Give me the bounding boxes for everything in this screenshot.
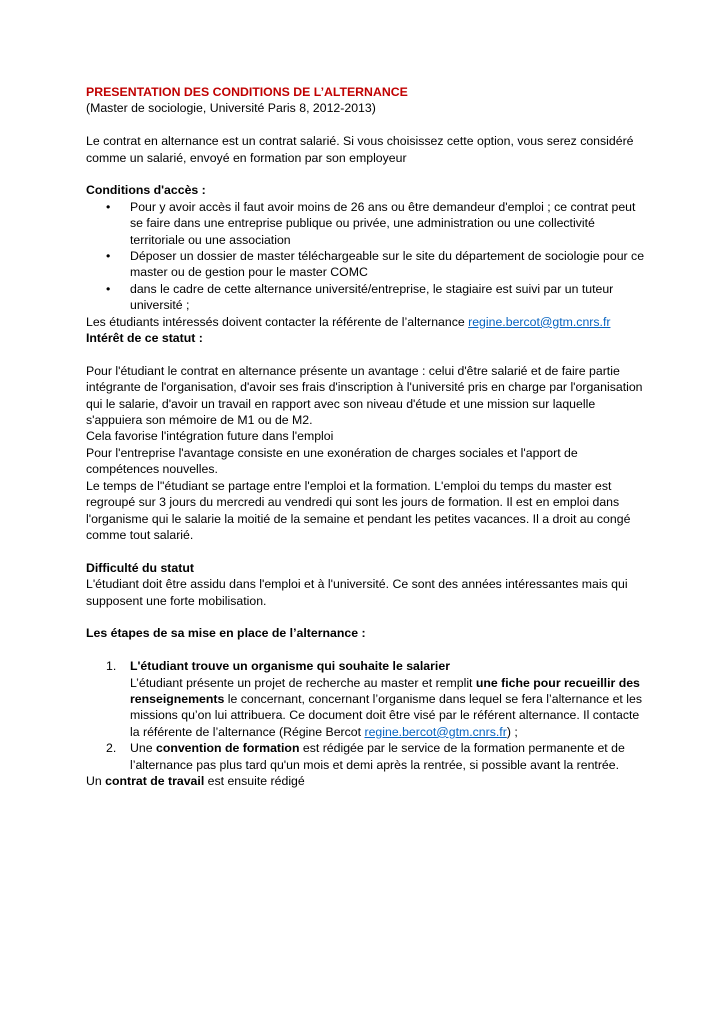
steps-list bbox=[86, 658, 646, 773]
access-heading: Conditions d'accès : bbox=[86, 183, 206, 198]
document-page bbox=[86, 84, 646, 789]
interest-paragraph-1: Pour l'étudiant le contrat en alternance présente un avantage : celui d'être salarié et de faire partie intégrante de l'organisation, d'avoir ses frais d'inscription à l'université pris en charge par l'organisation qui le salarie, d'avoir un travail en rapport avec son niveau d'étude et une mission sur laquelle s'appuiera son mémoire de M1 ou de M2. bbox=[86, 363, 643, 428]
list-item: • dans le cadre de cette alternance université/entreprise, le stagiaire est suivi par un tuteur université ; bbox=[106, 281, 614, 313]
list-item: • Pour y avoir accès il faut avoir moins de 26 ans ou être demandeur d'emploi ; ce contrat peut se faire dans une entreprise publique ou privée, une administration ou une collectivité territoriale ou une association bbox=[106, 199, 636, 247]
contact-email-link[interactable]: regine.bercot@gtm.cnrs.fr bbox=[468, 314, 611, 329]
list-item: 1. L'étudiant trouve un organisme qui souhaite le salarier L’étudiant présente un projet de recherche au master et remplit une fiche pour recueillir des renseignements le concernant, concernant l’organisme dans lequel se fera l’alternance et les missions qu’on lui attribuera. Ce document doit être visé par le référent alternance. Il contacte la référente de l’alternance (Régine Bercot regine.bercot@gtm.cnrs.fr) ; bbox=[106, 659, 642, 739]
intro-paragraph: Le contrat en alternance est un contrat salarié. Si vous choisissez cette option, vous serez considéré comme un salarié, envoyé en formation par son employeur bbox=[86, 134, 634, 165]
step-email-link[interactable]: regine.bercot@gtm.cnrs.fr bbox=[364, 724, 507, 739]
step-number: 2. bbox=[106, 741, 117, 756]
bullet-icon: • bbox=[106, 199, 111, 214]
difficulty-paragraph: L'étudiant doit être assidu dans l'emploi et à l'université. Ce sont des années intéressantes mais qui supposent une forte mobilisation. bbox=[86, 577, 628, 608]
steps-heading: Les étapes de sa mise en place de l’alternance : bbox=[86, 626, 366, 641]
list-item: • Déposer un dossier de master téléchargeable sur le site du département de sociologie pour ce master ou de gestion pour le master COMC bbox=[106, 249, 645, 280]
step-title: L'étudiant trouve un organisme qui souhaite le salarier bbox=[130, 659, 450, 674]
document-subtitle: (Master de sociologie, Université Paris 8, 2012-2013) bbox=[86, 101, 376, 116]
interest-paragraph-2: Cela favorise l'intégration future dans l'emploi bbox=[86, 429, 334, 444]
interest-paragraph-3: Pour l'entreprise l'avantage consiste en une exonération de charges sociales et l'apport de compétences nouvelles. bbox=[86, 445, 578, 477]
bullet-icon: • bbox=[106, 249, 111, 264]
step-number: 1. bbox=[106, 659, 117, 674]
contact-line: Les étudiants intéressés doivent contacter la référente de l’alternance regine.bercot@gtm.cnrs.fr bbox=[86, 314, 611, 329]
bullet-icon: • bbox=[106, 281, 111, 296]
list-item: 2. Une convention de formation est rédigée par le service de la formation permanente et de l’alternance pas plus tard qu'un mois et demi après la rentrée, si possible avant la rentrée. bbox=[106, 741, 625, 772]
access-list bbox=[86, 199, 646, 314]
final-line: Un contrat de travail est ensuite rédigé bbox=[86, 773, 305, 788]
difficulty-heading: Difficulté du statut bbox=[86, 560, 194, 575]
interest-heading: Intérêt de ce statut : bbox=[86, 331, 203, 346]
document-title: PRESENTATION DES CONDITIONS DE L’ALTERNANCE bbox=[86, 85, 408, 99]
interest-paragraph-4: Le temps de l''étudiant se partage entre l'emploi et la formation. L'emploi du temps du master est regroupé sur 3 jours du mercredi au vendredi qui sont les jours de formation. Il est en emploi dans l'organisme qui le salarie la moitié de la semaine et pendant les petites vacances. Il a droit au congé comme tout salarié. bbox=[86, 478, 631, 542]
